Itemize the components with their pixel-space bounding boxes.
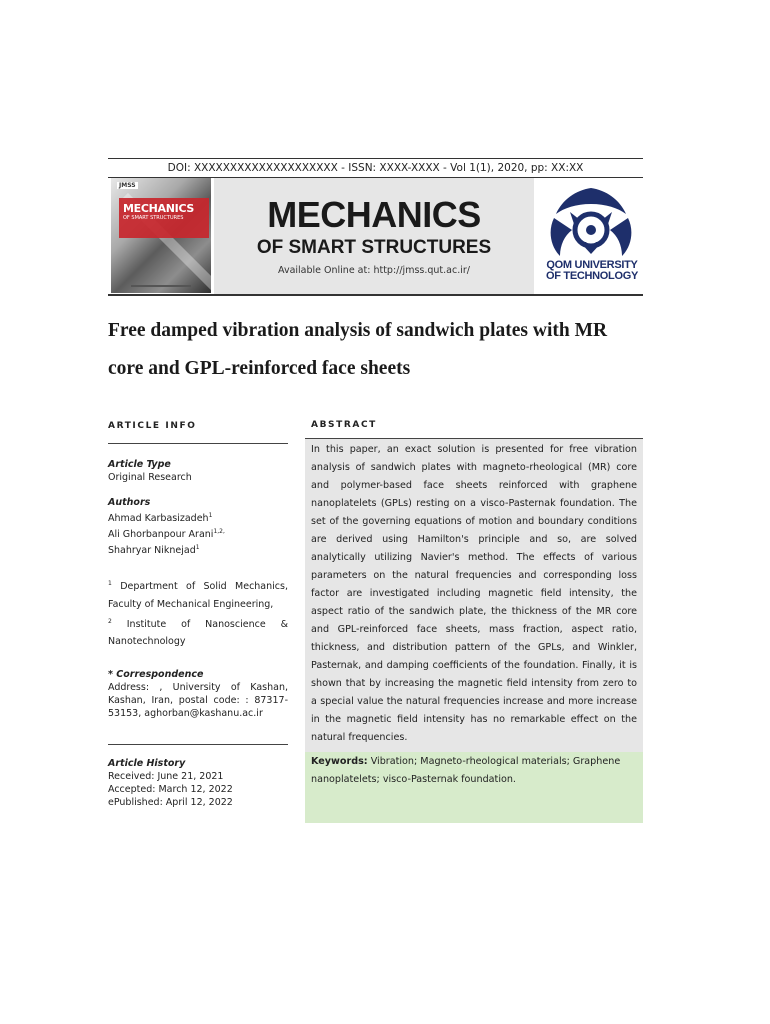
paper-title-line2: core and GPL-reinforced face sheets	[108, 358, 411, 379]
article-info-heading: ARTICLE INFO	[108, 421, 197, 431]
university-name-line1: QOM UNIVERSITY	[546, 259, 638, 271]
available-online-link[interactable]: Available Online at: http://jmss.qut.ac.ir/	[278, 265, 470, 276]
doi-issn-line: DOI: XXXXXXXXXXXXXXXXXXXX - ISSN: XXXX-XXXX - Vol 1(1), 2020, pp: XX:XX	[108, 158, 643, 178]
author-item: Ahmad Karbasizadeh$^1$	[108, 512, 213, 525]
keywords-box	[305, 752, 643, 823]
epublished-date: ePublished: April 12, 2022	[108, 796, 233, 808]
journal-banner	[108, 178, 643, 296]
article-history-label: Article History	[108, 757, 186, 769]
cover-footer-bar	[131, 285, 191, 287]
university-name-line2: OF TECHNOLOGY	[545, 270, 639, 282]
abstract-text: In this paper, an exact solution is presented for free vibration analysis of sandwich plates with magneto-rheological (MR) core and polymer-based face sheets reinforced with graphene nanoplatelets (GPLs) resting on a visco-Pasternak foundation. The set of the governing equations of motion and boundary conditions are derived using Hamilton's principle and so, are solved analytically utilizing Navier's method. The effects of various parameters on the natural frequencies and corresponding loss factor are investigated including magnetic field intensity, the aspect ratio of the sandwich plate, the thickness of the MR core and GPL-reinforced face sheets, mass fraction, aspect ratio, thickness, and distribution pattern of the GPLs, and Winkler, Pasternak, and damping coefficients of the foundation. Finally, it is shown that by increasing the magnetic field intensity from zero to a special value the natural frequencies increase and more increase in the magnetic field intensity has no remarkable effect on the natural frequencies.	[305, 439, 643, 752]
keywords-label: Keywords:	[311, 756, 368, 767]
author-item: Ali Ghorbanpour Arani$^{1,2,}$	[108, 528, 225, 541]
article-type-label: Article Type	[108, 459, 171, 470]
article-type-value: Original Research	[108, 472, 192, 483]
authors-label: Authors	[108, 497, 151, 508]
history-divider	[108, 744, 288, 745]
correspondence-label: * Correspondence	[108, 668, 204, 680]
affiliation-2: $^2$ Institute of Nanoscience & Nanotechnology	[108, 617, 288, 647]
article-info-divider	[108, 443, 288, 444]
accepted-date: Accepted: March 12, 2022	[108, 783, 233, 795]
cover-subtitle: OF SMART STRUCTURES	[123, 215, 184, 221]
affiliation-1: $^1$ Department of Solid Mechanics, Faculty of Mechanical Engineering,	[108, 580, 288, 610]
journal-cover-image	[111, 178, 211, 293]
paper-title-line1: Free damped vibration analysis of sandwich plates with MR	[108, 320, 608, 341]
keywords-text: Vibration; Magneto-rheological materials; Graphene nanoplatelets; visco-Pasternak foundation.	[311, 756, 621, 785]
paper-title	[108, 312, 648, 388]
author-item: Shahryar Niknejad$^1$	[108, 544, 200, 557]
university-name	[544, 260, 640, 282]
cover-title: MECHANICS	[123, 202, 195, 215]
abstract-heading: ABSTRACT	[311, 420, 377, 430]
journal-title: MECHANICS	[267, 194, 481, 235]
journal-title-panel	[214, 178, 534, 294]
cover-logo: JMSS	[119, 182, 136, 189]
journal-subtitle: OF SMART STRUCTURES	[256, 237, 492, 258]
correspondence-address: Address: , University of Kashan, Kashan, Iran, postal code: : 87317-53153, aghorban@kashanu.ac.ir	[108, 681, 288, 719]
received-date: Received: June 21, 2021	[108, 770, 224, 782]
article-info-column	[108, 420, 288, 809]
